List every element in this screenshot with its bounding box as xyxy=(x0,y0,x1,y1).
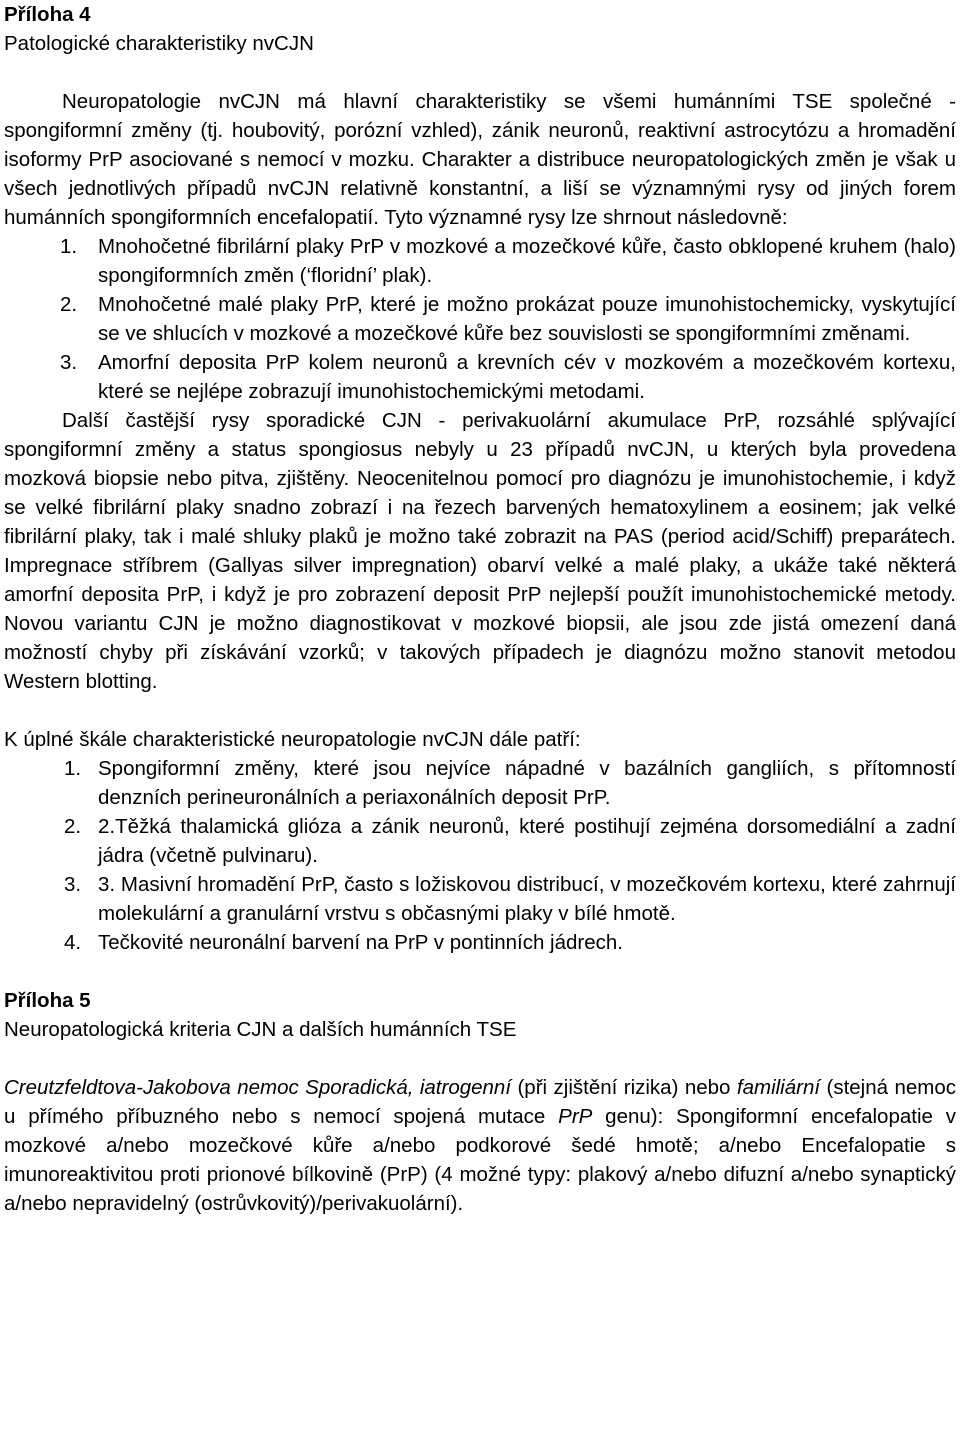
list-item xyxy=(4,754,956,812)
list-item-text: Tečkovité neuronální barvení na PrP v pontinních jádrech. xyxy=(98,931,623,954)
list-item-text: Spongiformní změny, které jsou nejvíce nápadné v bazálních gangliích, s přítomností denzních perineuronálních a periaxonálních deposit PrP. xyxy=(98,757,956,809)
annex5-italic-1: Creutzfeldtova-Jakobova nemoc Sporadická, iatrogenní xyxy=(4,1076,512,1099)
list-item-text: 2.Těžká thalamická glióza a zánik neuronů, které postihují zejména dorsomediální a zadní jádra (včetně pulvinaru). xyxy=(98,815,956,867)
annex5-text-2: (stejná nemoc u přímého příbuzného nebo s nemocí spojená mutace xyxy=(4,1076,956,1128)
list-item xyxy=(4,232,956,290)
annex5-subtitle: Neuropatologická kriteria CJN a dalších humánních TSE xyxy=(4,1018,517,1041)
list-item xyxy=(4,870,956,928)
annex5-heading: Příloha 5 xyxy=(4,989,91,1012)
list-item xyxy=(4,348,956,406)
annex4-additional-list xyxy=(4,754,956,957)
list-item-number: 3. xyxy=(60,351,78,374)
annex4-list2-intro: K úplné škále charakteristické neuropatologie nvCJN dále patří: xyxy=(4,728,581,751)
list-item-number: 2. xyxy=(64,815,82,838)
annex5-text-3: genu): Spongiformní encefalopatie v mozkové a/nebo mozečkové kůře a/nebo podkorové šedé hmotě; a/nebo Encefalopatie s imunoreaktivitou proti prionové bílkovině (PrP) (4 možné typy: plakový a/nebo difuzní a/nebo synaptický a/nebo nepravidelný (ostrůvkovitý)/perivakuolární). xyxy=(4,1105,957,1215)
annex5-text-1: (při zjištění rizika) nebo xyxy=(511,1076,737,1099)
annex4-intro: Neuropatologie nvCJN má hlavní charakteristiky se všemi humánními TSE společné - spongiformní změny (tj. houbovitý, porózní vzhled), zánik neuronů, reaktivní astrocytózu a hromadění isoformy PrP asociované s nemocí v mozku. Charakter a distribuce neuropatologických změn je však u všech jednotlivých případů nvCJN relativně konstantní, a liší se významnými rysy od jiných forem humánních spongiformních encefalopatií. Tyto významné rysy lze shrnout následovně: xyxy=(4,90,956,229)
list-item xyxy=(4,812,956,870)
list-item-text: Amorfní deposita PrP kolem neuronů a krevních cév v mozkovém a mozečkovém kortexu, které se nejlépe zobrazují imunohistochemickými metodami. xyxy=(98,351,956,403)
list-item-text: 3. Masivní hromadění PrP, často s ložiskovou distribucí, v mozečkovém kortexu, které zahrnují molekulární a granulární vrstvu s občasnými plaky v bílé hmotě. xyxy=(98,873,956,925)
list-item-number: 1. xyxy=(60,235,78,258)
annex5-italic-2: familiární xyxy=(736,1076,821,1099)
annex5-paragraph xyxy=(4,1073,956,1218)
annex4-heading: Příloha 4 xyxy=(4,3,91,26)
annex5-italic-3: PrP xyxy=(558,1105,593,1128)
list-item-number: 2. xyxy=(60,293,78,316)
annex4-paragraph-2: Další častější rysy sporadické CJN - perivakuolární akumulace PrP, rozsáhlé splývající spongiformní změny a status spongiosus nebyly u 23 případů nvCJN, u kterých byla provedena mozková biopsie nebo pitva, zjištěny. Neocenitelnou pomocí pro diagnózu je imunohistochemie, i když se velké fibrilární plaky snadno zobrazí i na řezech barvených hematoxylinem a eosinem; jak velké fibrilární plaky, tak i malé shluky plaků je možno také zobrazit na PAS (period acid/Schiff) preparátech. Impregnace stříbrem (Gallyas silver impregnation) obarví velké a malé plaky, a ukáže také některá amorfní deposita PrP, i když je pro zobrazení deposit PrP nejlepší použít imunohistochemické metody. Novou variantu CJN je možno diagnostikovat v mozkové biopsii, ale jsou zde jistá omezení daná možností chyby při získávání vzorků; v takových případech je diagnózu možno stanovit metodou Western blotting. xyxy=(4,409,956,693)
list-item-text: Mnohočetné fibrilární plaky PrP v mozkové a mozečkové kůře, často obklopené kruhem (halo) spongiformních změn (‘floridní’ plak). xyxy=(98,235,956,287)
list-item-number: 1. xyxy=(64,757,82,780)
list-item-number: 3. xyxy=(64,873,82,896)
annex4-features-list xyxy=(4,232,956,406)
list-item-text: Mnohočetné malé plaky PrP, které je možno prokázat pouze imunohistochemicky, vyskytující se ve shlucích v mozkové a mozečkové kůře bez souvislosti se spongiformními změnami. xyxy=(98,293,956,345)
list-item xyxy=(4,290,956,348)
list-item xyxy=(4,928,956,957)
annex4-subtitle: Patologické charakteristiky nvCJN xyxy=(4,32,314,55)
list-item-number: 4. xyxy=(64,931,82,954)
